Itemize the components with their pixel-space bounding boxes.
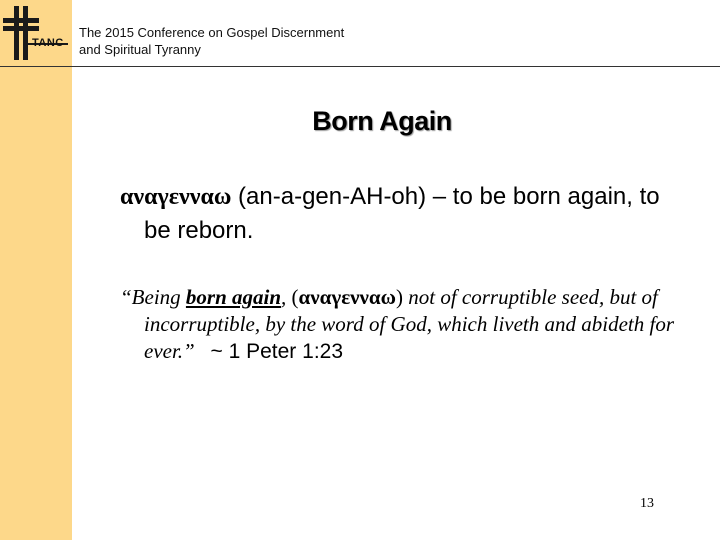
scripture-quote xyxy=(120,284,714,365)
verse-rest: not of corruptible seed, but of incorruptible, by the word of God, which liveth and abideth for ever.” xyxy=(144,285,675,363)
conference-line-1: The 2015 Conference on Gospel Discernment xyxy=(79,25,345,40)
verse-comma: , xyxy=(281,285,292,309)
logo-text: TANC xyxy=(32,37,64,49)
verse-open: “Being xyxy=(120,285,186,309)
cross-logo-icon xyxy=(2,4,70,62)
conference-line-2: and Spiritual Tyranny xyxy=(79,42,201,57)
verse-paren-open: ( xyxy=(291,285,299,309)
tanc-logo xyxy=(2,4,70,62)
definition-paragraph xyxy=(120,180,684,247)
verse-greek-word: αναγενναω xyxy=(298,285,396,309)
conference-title xyxy=(79,24,344,58)
verse-paren-close: ) xyxy=(396,285,403,309)
slide-title: Born Again xyxy=(312,106,452,136)
greek-word: αναγενναω xyxy=(120,184,232,210)
left-sidebar-band xyxy=(0,0,72,540)
page-number: 13 xyxy=(640,496,654,511)
verse-emphasis: born again xyxy=(185,285,282,309)
definition-text: (an-a-gen-AH-oh) – to be born again, to be reborn. xyxy=(144,183,660,244)
header-divider xyxy=(0,66,720,67)
verse-reference: ~ 1 Peter 1:23 xyxy=(210,340,344,363)
